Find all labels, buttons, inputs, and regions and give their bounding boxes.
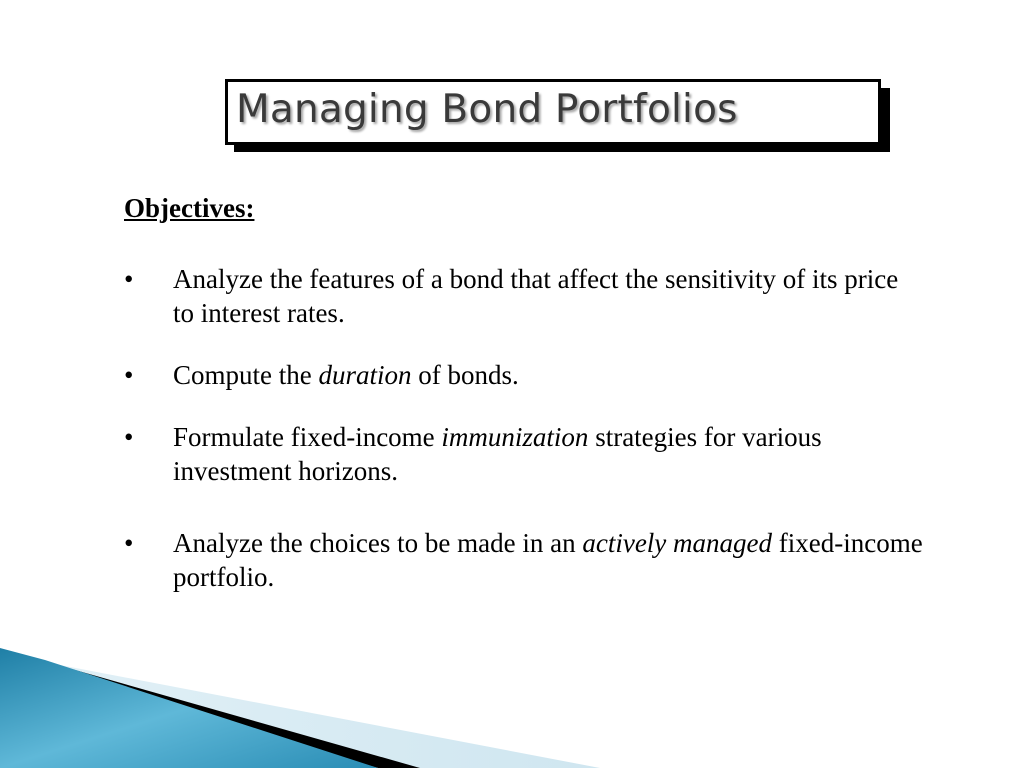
bullet-text-segment: Analyze the features of a bond that affect the sensitivity of its price to interest rates. [173, 264, 899, 328]
slide-title: Managing Bond Portfolios [236, 87, 738, 132]
corner-black-stripe [20, 660, 420, 768]
corner-pale-strip [0, 664, 600, 768]
bullet-text-segment: of bonds. [411, 360, 519, 390]
bullet-text [173, 262, 923, 330]
objectives-heading: Objectives: [124, 193, 255, 223]
bullet-text-segment: fixed-income portfolio. [173, 528, 923, 592]
bullet-marker: • [124, 528, 134, 558]
bullet-text [173, 358, 923, 392]
bullet-emphasis: immunization [441, 422, 589, 452]
bullet-text-segment: strategies for various investment horizons. [173, 422, 822, 486]
bullet-marker: • [124, 422, 134, 452]
bullet-text-segment: Analyze the choices to be made in an [173, 528, 583, 558]
bullet-emphasis: actively managed [582, 528, 773, 558]
corner-blue-wedge [0, 648, 378, 768]
bullet-text [173, 526, 923, 594]
bullet-text-segment: Formulate fixed-income [173, 422, 442, 452]
bullet-text-segment: Compute the [173, 360, 319, 390]
bullet-text [173, 420, 923, 488]
bullet-marker: • [124, 264, 134, 294]
bullet-marker: • [124, 360, 134, 390]
title-box [225, 79, 881, 145]
bullet-emphasis: duration [318, 360, 412, 390]
